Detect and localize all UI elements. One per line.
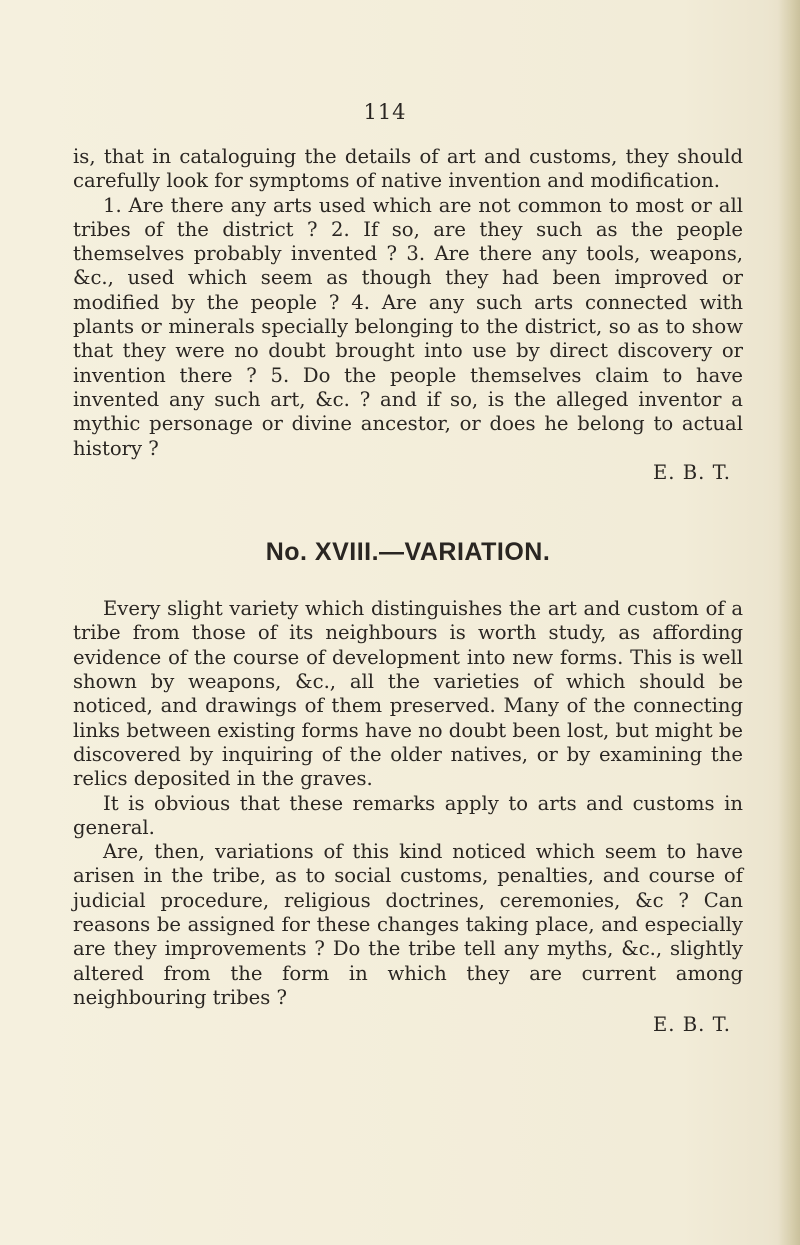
page-body — [73, 145, 743, 1037]
variation-paragraph-2: It is obvious that these remarks apply to arts and customs in general. — [73, 791, 743, 839]
carryover-paragraph: is, that in cataloguing the details of art and customs, they should carefully look for symptoms of native invention and modification. — [73, 145, 743, 193]
page-number: 114 — [363, 100, 407, 124]
questions-paragraph: 1. Are there any arts used which are not common to most or all tribes of the district ? 2. If so, are they such as the people themselves probably invented ? 3. Are there any tools, weapons, &c., used which seem as though they had been improved or modified by the people ? 4. Are any such arts connected with plants or minerals specially belonging to the district, so as to show that they were no doubt brought into use by direct discovery or invention there ? 5. Do the people themselves claim to have invented any such art, &c. ? and if so, is the alleged inventor a mythic personage or divine ancestor, or does he belong to actual history ? — [73, 193, 743, 460]
signature-initials: E. B. T. — [652, 460, 731, 484]
page-edge-shadow — [778, 0, 800, 1245]
variation-paragraph-3: Are, then, variations of this kind noticed which seem to have arisen in the tribe, as to social customs, penalties, and course of judicial procedure, religious doctrines, ceremonies, &c ? Can reasons be assigned for these changes taking place, and especially are they improvements ? Do the tribe tell any myths, &c., slightly altered from the form in which they are current among neighbouring tribes ? — [73, 840, 743, 1009]
variation-paragraph-1: Every slight variety which distinguishes the art and custom of a tribe from those of its neighbours is worth study, as affording evidence of the course of development into new forms. This is well shown by weapons, &c., all the varieties of which should be noticed, and drawings of them preserved. Many of the connecting links between existing forms have no doubt been lost, but might be discovered by inquiring of the older natives, or by examining the relics deposited in the graves. — [73, 597, 743, 791]
signature-initials-end: E. B. T. — [652, 1012, 731, 1036]
section-heading: No. XVIII.—VARIATION. — [265, 538, 551, 567]
